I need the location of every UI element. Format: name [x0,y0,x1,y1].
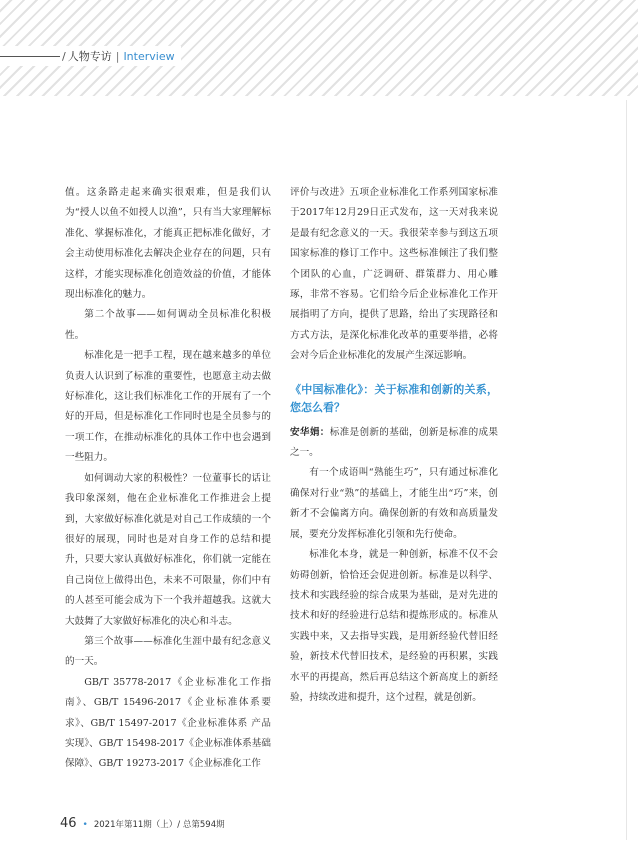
issue-info: 2021年第11期（上）/ 总第594期 [93,820,225,830]
section-title-en: Interview [123,49,175,63]
interview-question: 《中国标准化》：关于标准和创新的关系，您怎么看？ [290,382,498,414]
page-side-rule [626,100,627,840]
left-text-column [65,183,271,775]
paragraph: 评价与改进》五项企业标准化工作系列国家标准于2017年12月29日正式发布，这一天对我来说是最有纪念意义的一天。我很荣幸参与到这五项国家标准的修订工作中。这些标准倾注了我们整个团队的心血，广泛调研、群策群力、用心雕琢，非常不容易。它们给今后企业标准化工作开展指明了方向，提供了思路，给出了实现路径和方式方法，是深化标准化改革的重要举措，必将会对今后企业标准化的发展产生深远影响。 [290,187,498,362]
hatch-divider [0,96,638,104]
paragraph: 有一个成语叫“熟能生巧”，只有通过标准化确保对行业“熟”的基础上，才能生出“巧”来，创新才不会偏离方向。确保创新的有效和高质量发展，要充分发挥标准化引领和先行使命。 [290,467,498,540]
page-footer [60,816,225,831]
paragraph: GB/T 35778-2017《企业标准化工作指南》、GB/T 15496-2017《企业标准体系要求》、GB/T 15497-2017《企业标准体系 产品实现》、GB/T 15498-2017《企业标准体系基础保障》、GB/T 19273-2017《企业标准化工作 [65,676,271,770]
footer-bullet: • [82,820,88,830]
answer-text: 标准是创新的基础，创新是标准的成果之一。 [290,426,499,459]
paragraph: 如何调动大家的积极性？一位董事长的话让我印象深刻，他在企业标准化工作推进会上提到，大家做好标准化就是对自己工作成绩的一个很好的展现，同时也是对自身工作的总结和提升，只要大家认真做好标准化，你们就一定能在自己岗位上做得出色，未来不可限量，你们中有的人甚至可能会成为下一个我并超越我。这就大大鼓舞了大家做好标准化的决心和斗志。 [65,472,271,627]
interviewee-name: 安华娟： [290,426,330,438]
paragraph: 值。这条路走起来确实很艰难，但是我们认为“授人以鱼不如授人以渔”，只有当大家理解标准化、掌握标准化，才能真正把标准化做好，才会主动使用标准化去解决企业存在的问题，只有这样，才能实现标准化创造效益的价值，才能体现出标准化的魅力。 [65,187,271,301]
answer-paragraph [290,423,498,464]
header-slash: / [62,49,66,63]
paragraph-story-heading: 第三个故事——标准化生涯中最有纪念意义的一天。 [65,635,271,668]
running-header [0,46,181,66]
right-text-column [290,183,498,708]
paragraph: 标准化是一把手工程，现在越来越多的单位负责人认识到了标准的重要性，也愿意主动去做好标准化，这让我们标准化工作的开展有了一个好的开局，但是标准化工作同时也是全员参与的一项工作，在推动标准化的具体工作中也会遇到一些阻力。 [65,350,271,464]
paragraph-story-heading: 第二个故事——如何调动全员标准化积极性。 [65,309,271,341]
page-number: 46 [60,816,77,831]
paragraph: 标准化本身，就是一种创新，标准不仅不会妨碍创新，恰恰还会促进创新。标准是以科学、技术和实践经验的综合成果为基础，是对先进的技术和好的经验进行总结和提炼形成的。标准从实践中来，又去指导实践，是用新经验代替旧经验，新技术代替旧技术，是经验的再积累，实践水平的再提高，然后再总结这个新高度上的新经验，持续改进和提升，这个过程，就是创新。 [290,549,498,703]
section-title-cn: 人物专访 [67,50,112,63]
header-rule [0,56,60,57]
section-separator: | [115,49,120,63]
